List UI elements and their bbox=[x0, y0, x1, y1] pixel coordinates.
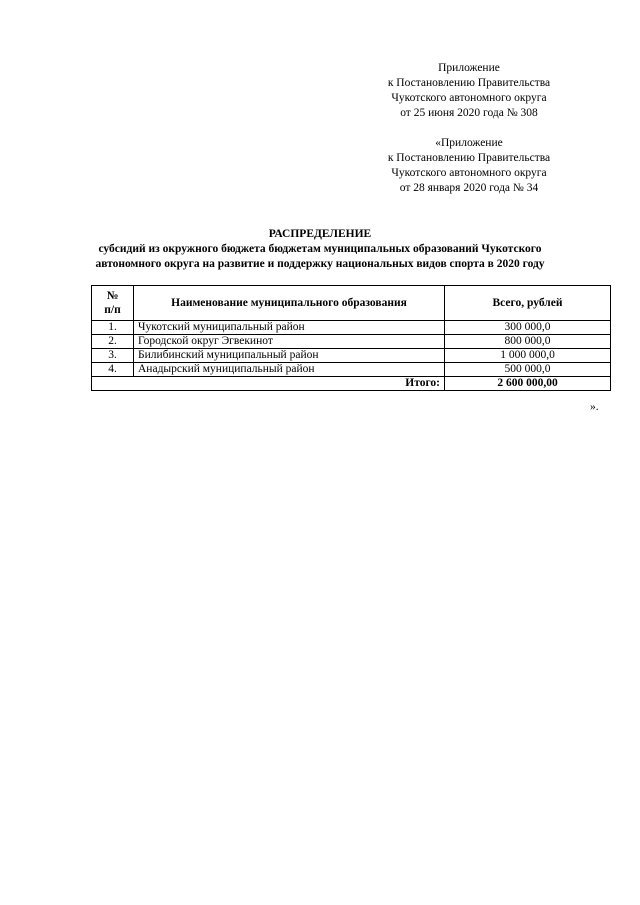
row-name: Чукотский муниципальный район bbox=[134, 321, 445, 335]
row-name: Анадырский муниципальный район bbox=[134, 363, 445, 377]
row-name: Городской округ Эгвекинот bbox=[134, 335, 445, 349]
row-number: 2. bbox=[92, 335, 134, 349]
appendix-date: от 25 июня 2020 года № 308 bbox=[400, 107, 538, 119]
title-subtitle-line2: автономного округа на развитие и поддержку национальных видов спорта в 2020 году bbox=[95, 258, 545, 270]
appendix-title: Приложение bbox=[438, 62, 500, 74]
prior-appendix-reference: к Постановлению Правительства bbox=[387, 152, 551, 164]
title-subtitle-line1: субсидий из окружного бюджета бюджетам муниципальных образований Чукотского bbox=[98, 243, 542, 255]
prior-appendix-header bbox=[350, 136, 588, 196]
row-name: Билибинский муниципальный район bbox=[134, 349, 445, 363]
prior-appendix-title: «Приложение bbox=[435, 137, 503, 149]
table-row bbox=[92, 335, 611, 349]
total-row bbox=[92, 377, 611, 391]
appendix-reference: к Постановлению Правительства bbox=[387, 77, 551, 89]
row-amount: 800 000,0 bbox=[445, 335, 611, 349]
closing-quote-mark: ». bbox=[590, 401, 599, 413]
appendix-authority: Чукотского автономного округа bbox=[391, 92, 547, 104]
row-number: 4. bbox=[92, 363, 134, 377]
distribution-table bbox=[91, 285, 611, 391]
row-number: 3. bbox=[92, 349, 134, 363]
header-amount: Всего, рублей bbox=[445, 286, 611, 321]
document-title bbox=[40, 227, 600, 272]
row-amount: 500 000,0 bbox=[445, 363, 611, 377]
row-amount: 300 000,0 bbox=[445, 321, 611, 335]
row-number: 1. bbox=[92, 321, 134, 335]
total-label: Итого: bbox=[92, 377, 445, 391]
header-number-symbol: № bbox=[106, 290, 119, 302]
title-heading: РАСПРЕДЕЛЕНИЕ bbox=[268, 228, 372, 240]
header-name: Наименование муниципального образования bbox=[134, 286, 445, 321]
header-number-abbrev: п/п bbox=[104, 304, 121, 316]
prior-appendix-authority: Чукотского автономного округа bbox=[391, 167, 547, 179]
table-row bbox=[92, 321, 611, 335]
row-amount: 1 000 000,0 bbox=[445, 349, 611, 363]
header-number bbox=[92, 286, 134, 321]
table-row bbox=[92, 363, 611, 377]
appendix-header bbox=[350, 61, 588, 121]
total-amount: 2 600 000,00 bbox=[445, 377, 611, 391]
prior-appendix-date: от 28 января 2020 года № 34 bbox=[399, 182, 539, 194]
table-header-row bbox=[92, 286, 611, 321]
table-row bbox=[92, 349, 611, 363]
